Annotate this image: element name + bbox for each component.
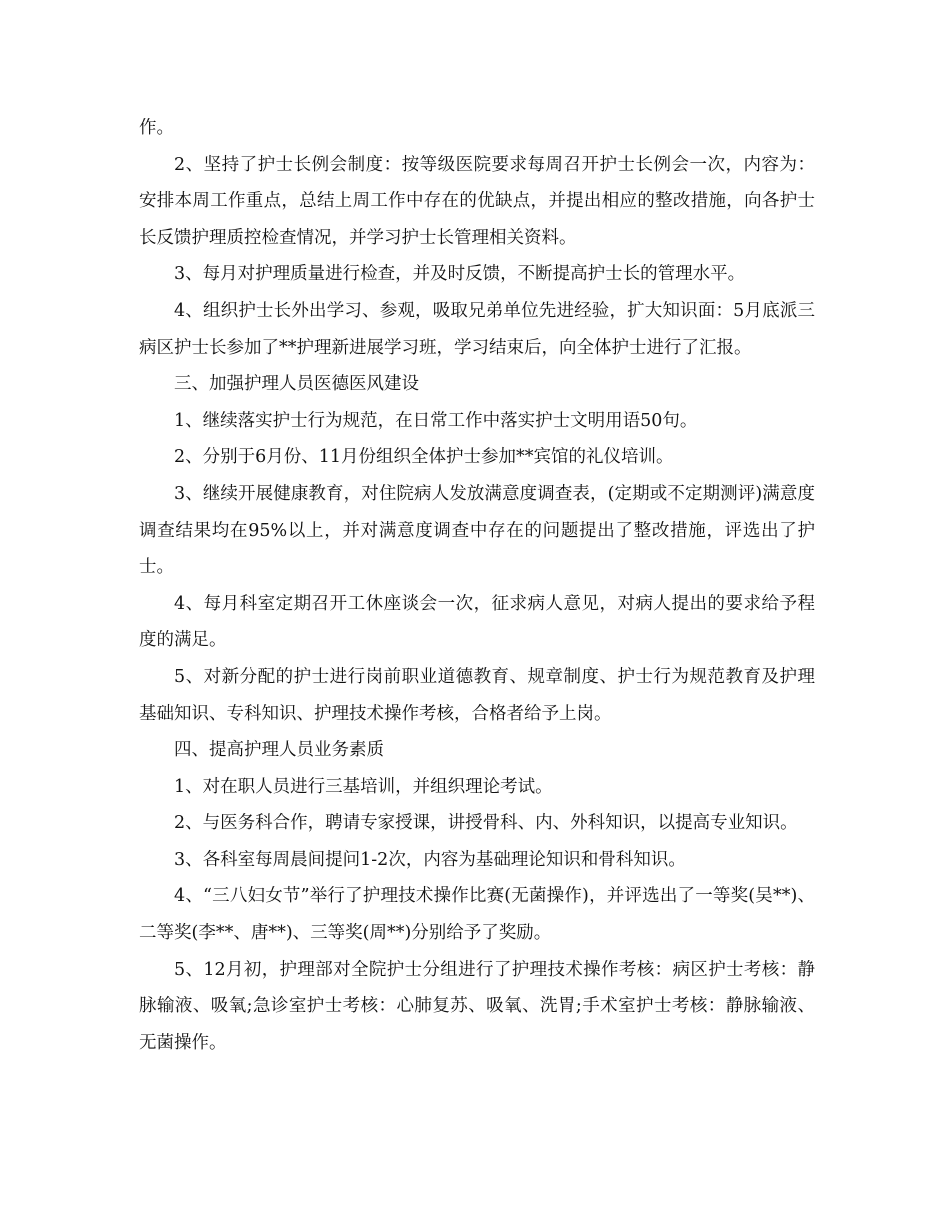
paragraph-item-5-pre-job-training: 5、对新分配的护士进行岗前职业道德教育、规章制度、护士行为规范教育及护理基础知识、专科知识、护理技术操作考核，合格者给予上岗。 [139, 666, 815, 724]
paragraph-item-2-etiquette-training: 2、分别于6月份、11月份组织全体护士参加**宾馆的礼仪培训。 [174, 447, 674, 468]
paragraph-item-3-quality-check: 3、每月对护理质量进行检查，并及时反馈，不断提高护士长的管理水平。 [174, 264, 746, 285]
paragraph-item-2-expert-lectures: 2、与医务科合作，聘请专家授课，讲授骨科、内、外科知识，以提高专业知识。 [174, 813, 798, 834]
paragraph-item-3-health-education: 3、继续开展健康教育，对住院病人发放满意度调查表，(定期或不定期测评)满意度调查结果均在95%以上，并对满意度调查中存在的问题提出了整改措施，评选出了护士。 [139, 483, 815, 578]
paragraph-item-4-study-visit: 4、组织护士长外出学习、参观，吸取兄弟单位先进经验，扩大知识面：5月底派三病区护士长参加了**护理新进展学习班，学习结束后，向全体护士进行了汇报。 [139, 300, 815, 358]
document-body [139, 110, 815, 1061]
paragraph-item-5-skills-assessment: 5、12月初，护理部对全院护士分组进行了护理技术操作考核：病区护士考核：静脉输液、吸氧;急诊室护士考核：心肺复苏、吸氧、洗胃;手术室护士考核：静脉输液、无菌操作。 [139, 959, 815, 1053]
paragraph-item-1-basic-training: 1、对在职人员进行三基培训，并组织理论考试。 [174, 776, 553, 797]
section-heading-4: 四、提高护理人员业务素质 [174, 740, 384, 761]
paragraph-item-4-patient-forum: 4、每月科室定期召开工休座谈会一次，征求病人意见，对病人提出的要求给予程度的满足。 [139, 593, 815, 651]
paragraph-item-3-morning-quiz: 3、各科室每周晨间提问1-2次，内容为基础理论知识和骨科知识。 [174, 849, 686, 870]
paragraph-item-1-conduct-norms: 1、继续落实护士行为规范，在日常工作中落实护士文明用语50句。 [174, 410, 698, 431]
paragraph-continuation: 作。 [139, 118, 174, 138]
paragraph-item-2-head-nurse-meeting: 2、坚持了护士长例会制度：按等级医院要求每周召开护士长例会一次，内容为：安排本周工作重点，总结上周工作中存在的优缺点，并提出相应的整改措施，向各护士长反馈护理质控检查情况，并学习护士长管理相关资料。 [139, 154, 815, 248]
section-heading-3: 三、加强护理人员医德医风建设 [174, 374, 419, 395]
paragraph-item-4-skills-competition: 4、“三八妇女节”举行了护理技术操作比赛(无菌操作)，并评选出了一等奖(吴**)、二等奖(李**、唐**)、三等奖(周**)分别给予了奖励。 [139, 886, 815, 944]
